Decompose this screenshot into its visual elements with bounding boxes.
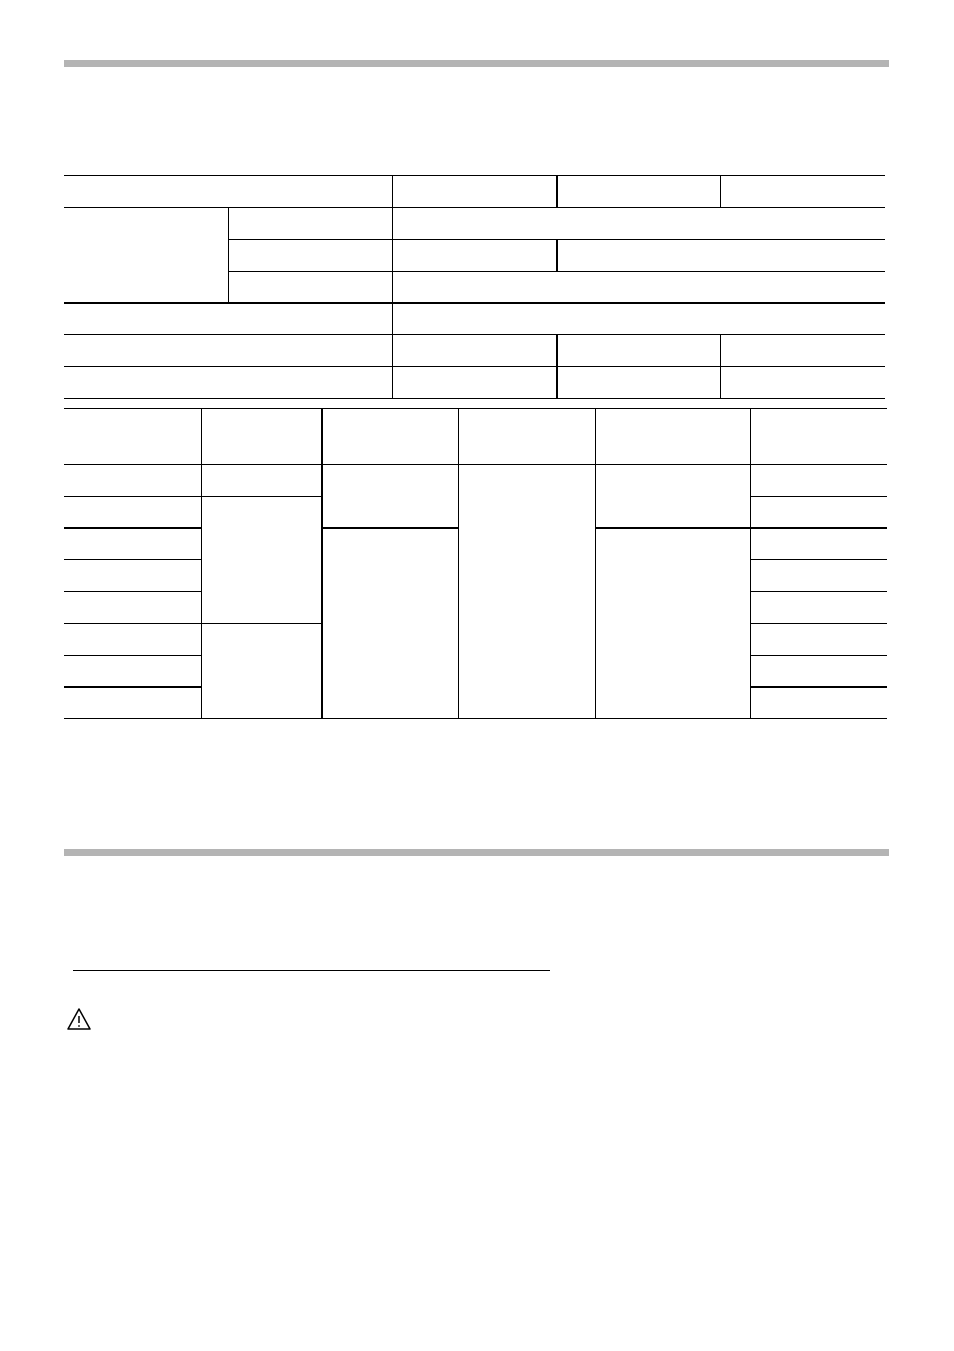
spec-table-col-line bbox=[720, 175, 721, 207]
heading-underline bbox=[73, 970, 550, 971]
grid-table-row-line bbox=[64, 591, 201, 592]
grid-table-row-line bbox=[64, 686, 201, 688]
grid-table-row-line bbox=[750, 623, 887, 624]
grid-table-row-line bbox=[750, 686, 887, 688]
spec-table-col-line bbox=[228, 207, 229, 303]
spec-table-row-line bbox=[229, 271, 885, 272]
spec-table-row-line bbox=[64, 207, 885, 208]
spec-table-row-line bbox=[64, 366, 885, 367]
grid-table-row-line bbox=[750, 591, 887, 592]
grid-table-col-line bbox=[458, 408, 459, 719]
spec-table-row-line bbox=[64, 334, 885, 335]
grid-table-row-line bbox=[64, 559, 201, 560]
spec-table-col-line bbox=[556, 239, 558, 271]
section-rule-middle bbox=[64, 849, 889, 856]
warning-triangle-icon bbox=[66, 1007, 92, 1031]
grid-table-col-line bbox=[750, 408, 751, 719]
grid-table-col-line bbox=[201, 408, 202, 719]
grid-table-row-line bbox=[64, 655, 201, 656]
grid-table-row-line bbox=[64, 496, 201, 497]
spec-table-col-line bbox=[720, 334, 721, 398]
grid-table-row-line bbox=[750, 655, 887, 656]
grid-table-row-line bbox=[750, 559, 887, 560]
grid-table-row-line bbox=[64, 408, 887, 409]
spec-table-row-line bbox=[64, 398, 885, 399]
spec-table-row-line bbox=[64, 175, 885, 176]
grid-table-row-line bbox=[750, 496, 887, 497]
grid-table-row-line bbox=[322, 527, 458, 529]
grid-table-row-line bbox=[201, 623, 322, 624]
spec-table-row-line bbox=[64, 302, 885, 304]
grid-table-row-line bbox=[64, 464, 887, 465]
grid-table-row-line bbox=[595, 527, 750, 529]
section-rule-top bbox=[64, 60, 889, 67]
grid-table-row-line bbox=[201, 496, 322, 497]
spec-table-col-line bbox=[556, 334, 558, 398]
grid-table-row-line bbox=[64, 527, 201, 529]
grid-table-col-line bbox=[321, 408, 323, 719]
grid-table-row-line bbox=[750, 527, 887, 529]
spec-table-col-line bbox=[392, 175, 393, 398]
grid-table-col-line bbox=[595, 408, 596, 719]
grid-table-row-line bbox=[64, 718, 887, 719]
spec-table-col-line bbox=[556, 175, 558, 207]
grid-table-row-line bbox=[64, 623, 201, 624]
